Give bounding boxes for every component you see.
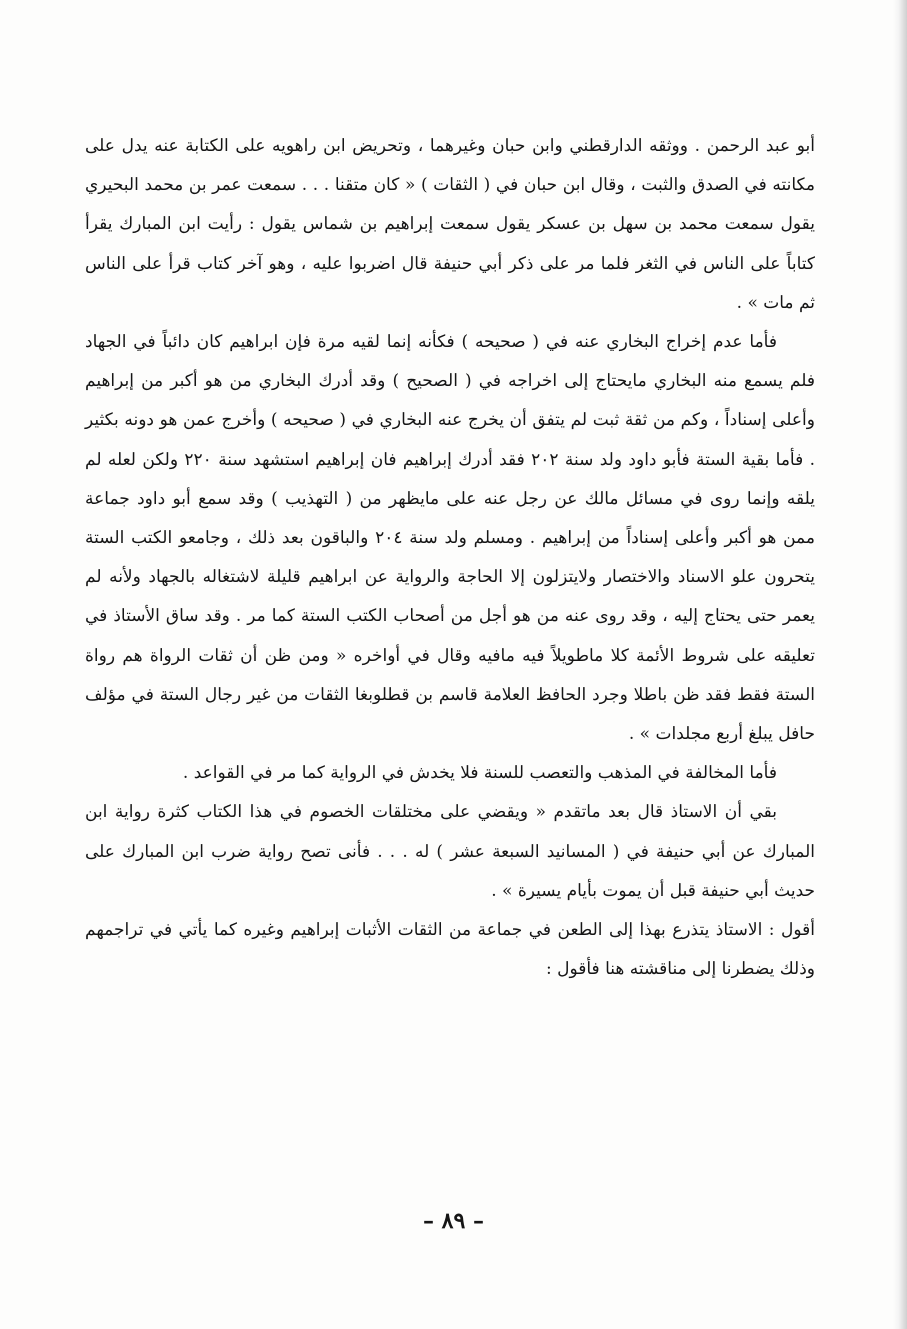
- paragraph-3: فأما المخالفة في المذهب والتعصب للسنة فلا يخدش في الرواية كما مر في القواعد .: [182, 763, 777, 784]
- paragraph-5: أقول : الاستاذ يتذرع بهذا إلى الطعن في جماعة من الثقات الأثبات إبراهيم وغيره كما يأتي في تراجمهم وذلك يضطرنا إلى مناقشته هنا فأقول :: [85, 920, 815, 980]
- paragraph-1: أبو عبد الرحمن . ووثقه الدارقطني وابن حبان وغيرهما ، وتحريض ابن راهويه على الكتابة عنه يدل على مكانته في الصدق والثبت ، وقال ابن حبان في ( الثقات ) « كان متقنا . . . سمعت عمر بن محمد البحيري يقول سمعت محمد بن سهل بن عسكر يقول سمعت إبراهيم بن شماس يقول : رأيت ابن المبارك يقرأ كتاباً على الناس في الثغر فلما مر على ذكر أبي حنيفة قال اضربوا عليه ، وهو آخر كتاب قرأ على الناس ثم مات » .: [85, 136, 815, 313]
- page-body-text: [85, 127, 815, 989]
- paragraph-4: بقي أن الاستاذ قال بعد ماتقدم « ويقضي على مختلقات الخصوم في هذا الكتاب كثرة رواية ابن المبارك عن أبي حنيفة في ( المسانيد السبعة عشر ) له . . . فأنى تصح رواية ضرب ابن المبارك على حديث أبي حنيفة قبل أن يموت بأيام يسيرة » .: [85, 802, 815, 901]
- page-number: – ٨٩ –: [423, 1208, 484, 1234]
- page-edge-shadow: [893, 0, 907, 1329]
- paragraph-2: فأما عدم إخراج البخاري عنه في ( صحيحه ) فكأنه إنما لقيه مرة فإن ابراهيم كان دائباً في الجهاد فلم يسمع منه البخاري مايحتاج إلى اخراجه في ( الصحيح ) وقد أدرك البخاري من هو أكبر من إبراهيم وأعلى إسناداً ، وكم من ثقة ثبت لم يتفق أن يخرج عنه البخاري في ( صحيحه ) وأخرج عمن هو دونه بكثير . فأما بقية الستة فأبو داود ولد سنة ٢٠٢ فقد أدرك إبراهيم فان إبراهيم استشهد سنة ٢٢٠ ولكن لعله لم يلقه وإنما روى في مسائل مالك عن رجل عنه على مايظهر من ( التهذيب ) وقد سمع أبو داود جماعة ممن هو أكبر وأعلى إسناداً من إبراهيم . ومسلم ولد سنة ٢٠٤ والباقون بعد ذلك ، وجامعو الكتب الستة يتحرون علو الاسناد والاختصار ولايتزلون إلا الحاجة والرواية عن ابراهيم قليلة لاشتغاله بالجهاد ولأنه لم يعمر حتى يحتاج إليه ، وقد روى عنه من هو أجل من أصحاب الكتب الستة كما مر . وقد ساق الأستاذ في تعليقه على شروط الأئمة كلا ماطويلاً فيه مافيه وقال في أواخره « ومن ظن أن ثقات الرواة هم رواة الستة فقط فقد ظن باطلا وجرد الحافظ العلامة قاسم بن قطلوبغا الثقات من غير رجال الستة في مؤلف حافل يبلغ أربع مجلدات » .: [85, 332, 815, 745]
